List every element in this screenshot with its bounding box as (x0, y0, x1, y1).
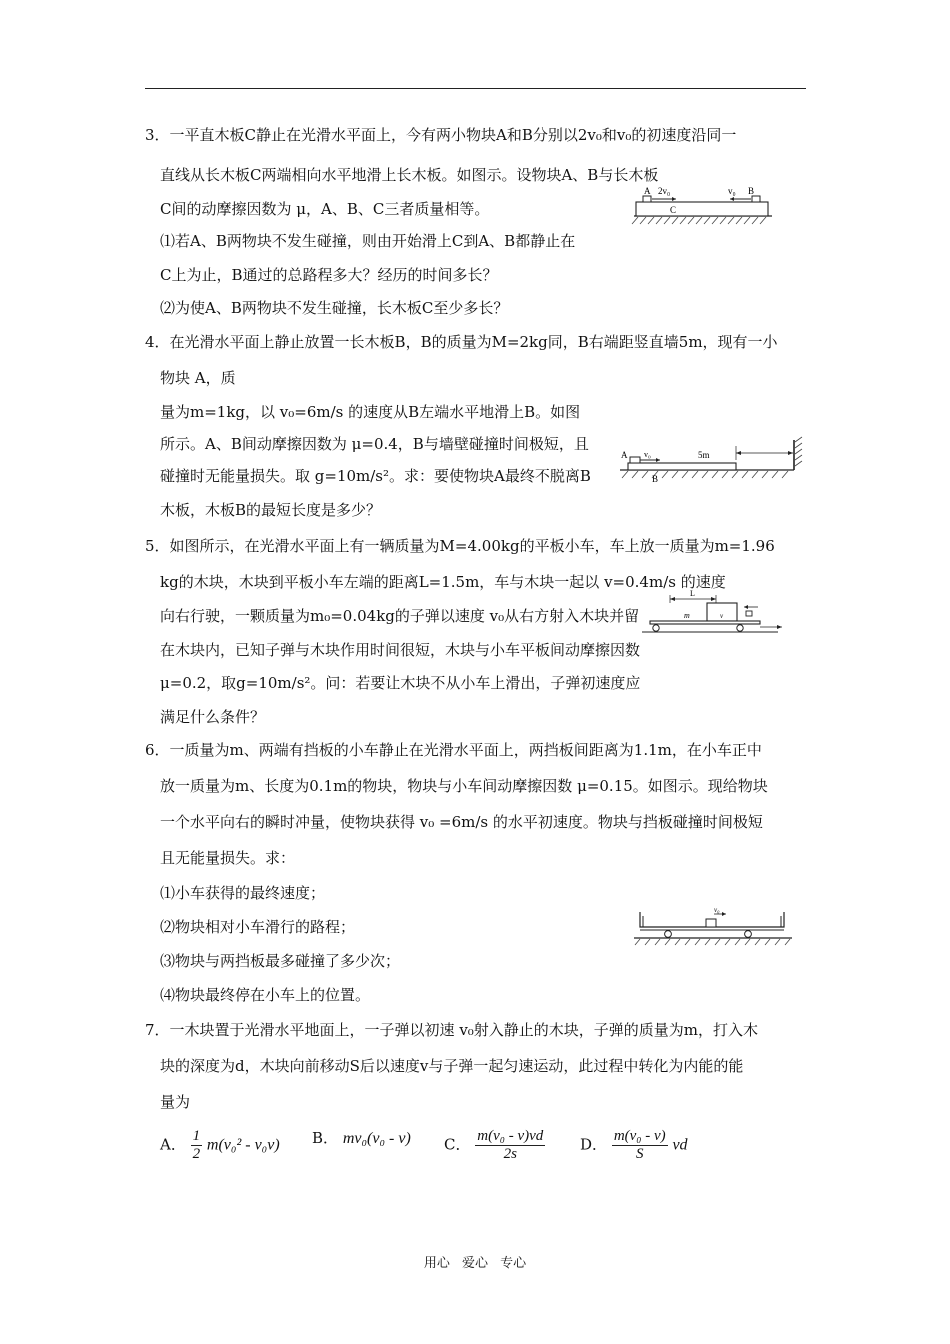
p5-line-3: 向右行驶，一颗质量为m₀=0.04kg的子弹以速度 v₀从右方射入木块并留 (160, 607, 640, 625)
p4-fig-label-5m: 5m (698, 450, 710, 460)
p7-option-a (160, 1128, 280, 1163)
p6-line-2: 放一质量为m、长度为0.1m的物块，物块与小车间动摩擦因数 μ=0.15。如图示。现给物块 (160, 777, 768, 795)
p6-line-6: ⑵物块相对小车滑行的路程； (160, 918, 356, 936)
p3-fig-label-a: A (644, 186, 651, 196)
p3-line-5: C上为止，B通过的总路程多大？经历的时间多长？ (160, 266, 498, 284)
p4-line-4: 所示。A、B间动摩擦因数为 μ=0.4，B与墙壁碰撞时间极短，且 (160, 435, 589, 453)
option-d-denominator: S (635, 1146, 644, 1162)
p7-line-2: 块的深度为d，木块向前移动S后以速度v与子弹一起匀速运动，此过程中转化为内能的能 (160, 1057, 744, 1075)
p3-fig-label-b: B (748, 186, 755, 196)
p5-fig-label-l: L (690, 589, 695, 598)
option-b-expression: mv₀(v₀ - v) (342, 1130, 411, 1147)
p3-figure (630, 182, 780, 228)
option-d-label: D． (580, 1135, 608, 1154)
p6-line-3: 一个水平向右的瞬时冲量，使物块获得 v₀ =6m/s 的水平初速度。物块与挡板碰撞时间极短 (160, 813, 763, 831)
footer-text-1: 用心 (423, 1256, 450, 1271)
option-d-numerator: m(v₀ - v) (613, 1128, 666, 1144)
p3-line-4: ⑴若A、B两物块不发生碰撞，则由开始滑上C到A、B都静止在 (160, 232, 576, 250)
p7-line-1: 7．一木块置于光滑水平地面上，一子弹以初速 v₀射入静止的木块，子弹的质量为m，打入木 (145, 1021, 759, 1039)
p6-line-5: ⑴小车获得的最终速度； (160, 884, 326, 902)
p4-fig-label-v0: v₀ (644, 450, 651, 459)
option-c-fraction (475, 1128, 545, 1163)
p5-fig-label-v: v (720, 612, 724, 620)
p6-line-8: ⑷物块最终停在小车上的位置。 (160, 986, 371, 1004)
p6-line-7: ⑶物块与两挡板最多碰撞了多少次； (160, 952, 401, 970)
p5-line-5: μ=0.2，取g=10m/s²。问：若要让木块不从小车上滑出，子弹初速度应 (160, 674, 641, 692)
p5-line-6: 满足什么条件？ (160, 708, 266, 726)
option-c-label: C． (444, 1135, 471, 1154)
p3-line-6: ⑵为使A、B两物块不发生碰撞，长木板C至少多长？ (160, 299, 509, 317)
option-a-fraction (191, 1128, 203, 1163)
option-c-numerator: m(v₀ - v)vd (477, 1128, 544, 1144)
p4-line-6: 木板，木板B的最短长度是多少？ (160, 501, 382, 519)
footer-text-2: 爱心 (461, 1256, 488, 1271)
p4-fig-label-a: A (621, 450, 628, 460)
footer-text-3: 专心 (500, 1256, 527, 1271)
p7-line-3: 量为 (160, 1093, 191, 1111)
p4-line-3: 量为m=1kg，以 v₀=6m/s 的速度从B左端水平地滑上B。如图 (160, 403, 581, 421)
p6-line-4: 且无能量损失。求： (160, 849, 296, 867)
option-a-expression: m(v₀² - v₀v) (206, 1136, 280, 1154)
p7-option-d (580, 1128, 688, 1163)
p6-line-1: 6．一质量为m、两端有挡板的小车静止在光滑水平面上，两挡板间距离为1.1m，在小车正中 (145, 741, 762, 759)
p5-line-2: kg的木块，木块到平板小车左端的距离L=1.5m，车与木块一起以 v=0.4m/s 的速度 (160, 573, 726, 591)
p7-option-c (444, 1128, 545, 1163)
p5-line-1: 5．如图所示，在光滑水平面上有一辆质量为M=4.00kg的平板小车，车上放一质量为m=1.96 (145, 537, 775, 555)
p4-fig-label-b: B (652, 474, 659, 484)
p5-figure (640, 585, 790, 637)
p4-line-1: 4．在光滑水平面上静止放置一长木板B，B的质量为M=2kg同，B右端距竖直墙5m，现有一小 (145, 333, 778, 351)
p4-figure (618, 436, 808, 486)
p3-line-2: 直线从长木板C两端相向水平地滑上长木板。如图示。设物块A、B与长木板 (160, 166, 659, 184)
p6-fig-label-v0: v₀ (714, 906, 720, 914)
p4-line-5: 碰撞时无能量损失。取 g=10m/s²。求：要使物块A最终不脱离B (160, 467, 591, 485)
option-a-label: A． (160, 1135, 186, 1154)
p3-fig-label-2v0: 2v₀ (658, 186, 671, 196)
p5-fig-label-m: m (684, 611, 690, 620)
p7-option-b (312, 1128, 411, 1149)
p3-line-3: C间的动摩擦因数为 μ，A、B、C三者质量相等。 (160, 200, 490, 218)
p3-fig-label-v0: v₀ (728, 186, 736, 196)
page-footer (0, 1252, 950, 1271)
option-c-denominator: 2s (503, 1146, 517, 1162)
header-rule (145, 88, 806, 89)
p4-line-2: 物块 A，质 (160, 369, 236, 387)
option-d-fraction (612, 1128, 668, 1163)
option-a-denominator: 2 (192, 1146, 201, 1162)
p3-line-1: 3．一平直木板C静止在光滑水平面上，今有两小物块A和B分别以2v₀和v₀的初速度沿同一 (145, 126, 737, 144)
option-d-tail: vd (672, 1136, 688, 1154)
option-b-label: B． (312, 1129, 339, 1147)
option-a-numerator: 1 (192, 1128, 201, 1144)
p6-figure (630, 902, 795, 946)
p5-line-4: 在木块内，已知子弹与木块作用时间很短，木块与小车平板间动摩擦因数 (160, 641, 641, 659)
p3-fig-label-c: C (670, 205, 677, 215)
